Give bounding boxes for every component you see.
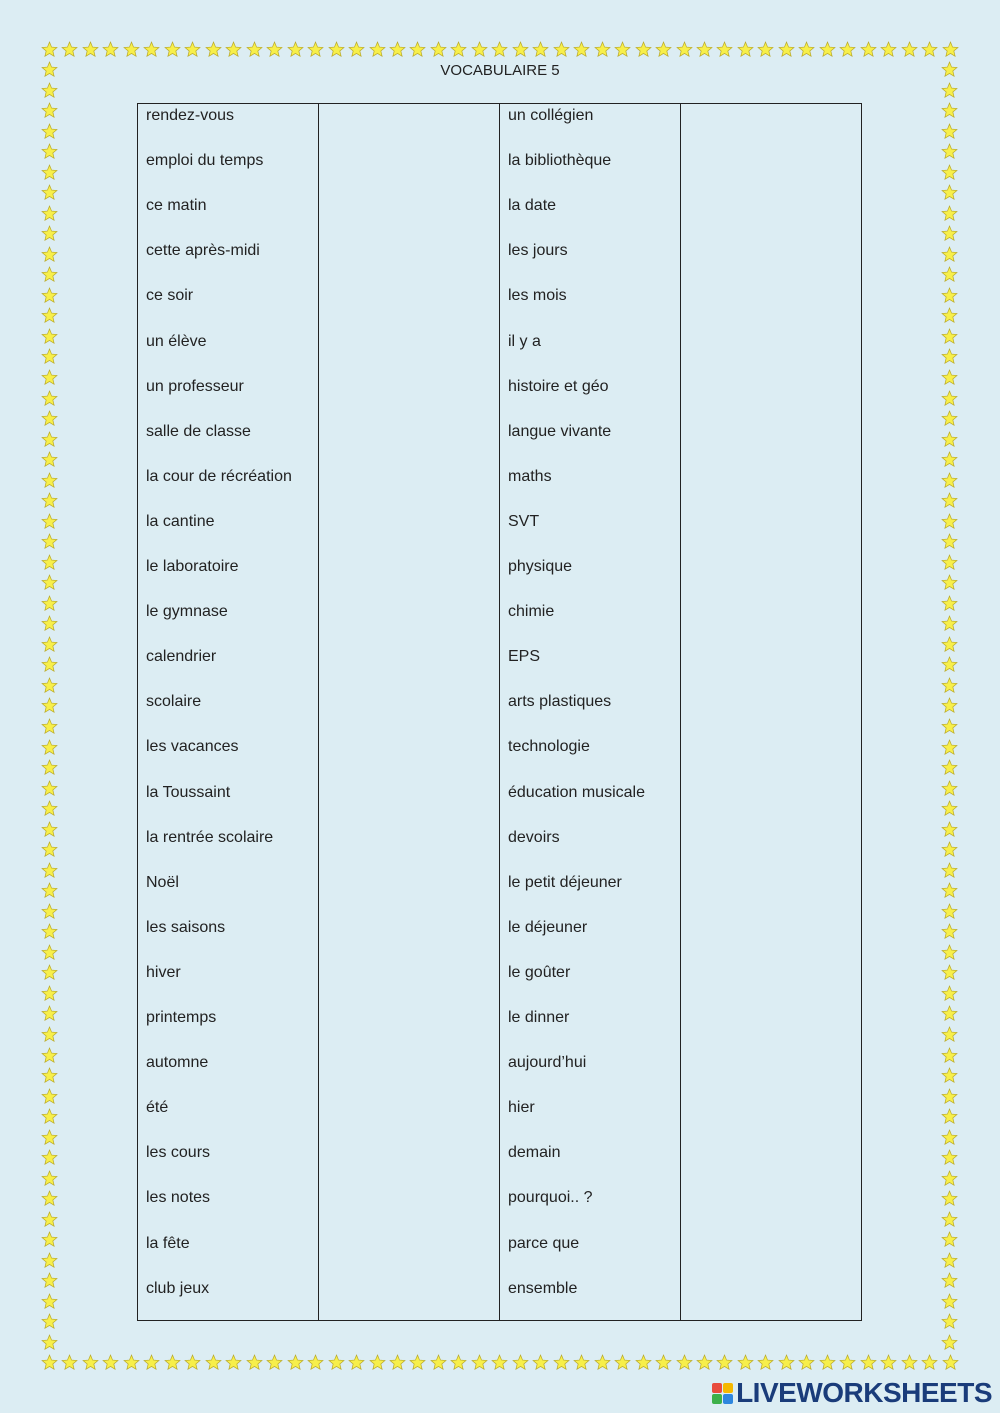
vocab-word: langue vivante <box>508 422 612 440</box>
vocab-word: le laboratoire <box>146 558 239 575</box>
vocab-word: technologie <box>508 738 590 756</box>
star-icon <box>41 821 58 838</box>
star-icon <box>716 41 733 58</box>
vocab-word: club jeux <box>146 1279 210 1297</box>
star-icon <box>941 1005 958 1022</box>
star-icon <box>941 82 958 99</box>
star-icon <box>41 1231 58 1248</box>
star-icon <box>941 390 958 407</box>
star-icon <box>41 862 58 879</box>
liveworksheets-logo-icon <box>712 1383 733 1404</box>
vocab-word: les cours <box>146 1144 211 1162</box>
star-icon <box>635 41 652 58</box>
vocab-word: hiver <box>146 963 181 981</box>
star-icon <box>941 862 958 879</box>
star-icon <box>205 41 222 58</box>
star-icon <box>941 205 958 222</box>
page-title: VOCABULAIRE 5 <box>440 62 560 79</box>
star-icon <box>41 595 58 612</box>
vocab-word: chimie <box>508 603 555 621</box>
star-icon <box>430 1354 447 1371</box>
star-icon <box>41 266 58 283</box>
star-icon <box>41 656 58 673</box>
star-icon <box>41 1108 58 1125</box>
vocab-word: été <box>146 1099 169 1117</box>
logo-text: LIVEWORKSHEETS <box>736 1377 992 1408</box>
star-icon <box>123 1354 140 1371</box>
star-icon <box>389 1354 406 1371</box>
vocab-word: la cour de récréation <box>146 467 292 485</box>
star-icon <box>839 41 856 58</box>
star-icon <box>41 492 58 509</box>
star-icon <box>941 718 958 735</box>
star-icon <box>880 41 897 58</box>
star-icon <box>41 1211 58 1228</box>
star-icon <box>941 287 958 304</box>
star-icon <box>82 1354 99 1371</box>
star-icon <box>941 985 958 1002</box>
star-icon <box>941 1108 958 1125</box>
star-icon <box>512 41 529 58</box>
star-icon <box>41 574 58 591</box>
star-icon <box>61 41 78 58</box>
star-icon <box>287 1354 304 1371</box>
star-icon <box>941 923 958 940</box>
star-icon <box>941 1231 958 1248</box>
vocab-word: un élève <box>146 332 207 350</box>
star-icon <box>941 964 958 981</box>
star-icon <box>941 800 958 817</box>
star-icon <box>287 41 304 58</box>
star-icon <box>41 1026 58 1043</box>
star-icon <box>941 903 958 920</box>
star-icon <box>942 1354 959 1371</box>
star-icon <box>635 1354 652 1371</box>
star-icon <box>941 143 958 160</box>
star-icon <box>737 1354 754 1371</box>
star-icon <box>778 41 795 58</box>
star-icon <box>757 1354 774 1371</box>
star-icon <box>82 41 99 58</box>
star-icon <box>941 1088 958 1105</box>
star-icon <box>328 41 345 58</box>
star-icon <box>41 1354 58 1371</box>
star-icon <box>41 287 58 304</box>
star-icon <box>594 41 611 58</box>
star-icon <box>41 472 58 489</box>
star-icon <box>41 1334 58 1351</box>
vocab-word: devoirs <box>508 828 560 846</box>
vocab-word: parce que <box>508 1234 580 1252</box>
vocab-word: un collégien <box>508 107 594 124</box>
star-icon <box>266 1354 283 1371</box>
star-icon <box>512 1354 529 1371</box>
vocab-word: le gymnase <box>146 603 228 621</box>
vocab-column-left <box>138 104 319 1320</box>
vocab-word: les notes <box>146 1189 211 1207</box>
star-icon <box>41 348 58 365</box>
star-icon <box>655 1354 672 1371</box>
star-icon <box>369 41 386 58</box>
star-icon <box>450 1354 467 1371</box>
star-icon <box>41 1313 58 1330</box>
star-icon <box>123 41 140 58</box>
star-icon <box>941 759 958 776</box>
star-icon <box>757 41 774 58</box>
star-icon <box>941 164 958 181</box>
vocab-word: les jours <box>508 242 568 260</box>
star-icon <box>41 205 58 222</box>
star-icon <box>941 656 958 673</box>
star-icon <box>41 533 58 550</box>
star-icon <box>941 348 958 365</box>
star-icon <box>41 780 58 797</box>
star-icon <box>41 985 58 1002</box>
liveworksheets-logo <box>712 1378 992 1408</box>
star-icon <box>409 41 426 58</box>
star-icon <box>41 1272 58 1289</box>
star-icon <box>225 1354 242 1371</box>
star-icon <box>205 1354 222 1371</box>
star-icon <box>942 41 959 58</box>
star-icon <box>41 123 58 140</box>
vocab-word: ensemble <box>508 1279 578 1297</box>
star-icon <box>901 41 918 58</box>
vocab-word: histoire et géo <box>508 377 609 395</box>
star-icon <box>941 513 958 530</box>
star-icon <box>41 184 58 201</box>
star-icon <box>41 328 58 345</box>
vocab-word: emploi du temps <box>146 152 264 170</box>
star-icon <box>941 246 958 263</box>
vocab-word: physique <box>508 558 573 575</box>
star-icon <box>676 41 693 58</box>
star-icon <box>737 41 754 58</box>
vocab-word: EPS <box>508 648 541 666</box>
star-icon <box>41 718 58 735</box>
star-icon <box>491 1354 508 1371</box>
star-icon <box>941 472 958 489</box>
star-icon <box>41 759 58 776</box>
star-icon <box>573 1354 590 1371</box>
star-icon <box>41 1067 58 1084</box>
star-icon <box>941 1313 958 1330</box>
star-icon <box>41 1293 58 1310</box>
star-icon <box>143 41 160 58</box>
star-icon <box>41 307 58 324</box>
star-icon <box>941 533 958 550</box>
vocab-word: aujourd’hui <box>508 1054 587 1072</box>
star-icon <box>941 102 958 119</box>
star-icon <box>41 1252 58 1269</box>
star-icon <box>41 903 58 920</box>
star-icon <box>696 1354 713 1371</box>
vocab-word: les vacances <box>146 738 239 756</box>
vocab-word: la rentrée scolaire <box>146 828 274 846</box>
star-icon <box>941 1129 958 1146</box>
vocab-word: la Toussaint <box>146 783 231 801</box>
star-icon <box>941 1190 958 1207</box>
star-icon <box>41 1047 58 1064</box>
vocab-word: rendez-vous <box>146 107 235 124</box>
star-icon <box>696 41 713 58</box>
star-icon <box>41 410 58 427</box>
vocab-word: SVT <box>508 512 540 530</box>
star-icon <box>941 431 958 448</box>
star-icon <box>860 1354 877 1371</box>
star-icon <box>941 1334 958 1351</box>
star-icon <box>921 41 938 58</box>
star-icon <box>901 1354 918 1371</box>
star-icon <box>41 82 58 99</box>
star-icon <box>491 41 508 58</box>
star-icon <box>798 1354 815 1371</box>
star-icon <box>184 1354 201 1371</box>
star-icon <box>41 615 58 632</box>
vocab-word: arts plastiques <box>508 693 612 711</box>
vocab-word: les mois <box>508 287 567 305</box>
star-icon <box>389 41 406 58</box>
star-icon <box>941 1293 958 1310</box>
star-icon <box>553 41 570 58</box>
star-icon <box>41 1190 58 1207</box>
star-icon <box>41 1149 58 1166</box>
star-border-left <box>41 61 58 1351</box>
star-icon <box>41 390 58 407</box>
vocab-column-right <box>500 104 681 1320</box>
star-icon <box>450 41 467 58</box>
star-icon <box>41 1170 58 1187</box>
star-icon <box>941 1211 958 1228</box>
star-icon <box>778 1354 795 1371</box>
vocab-word: la bibliothèque <box>508 152 612 170</box>
star-icon <box>941 677 958 694</box>
star-icon <box>941 307 958 324</box>
vocab-word: maths <box>508 467 552 485</box>
star-border-right <box>941 61 958 1351</box>
vocab-word: ce matin <box>146 197 207 215</box>
star-icon <box>941 184 958 201</box>
star-icon <box>225 41 242 58</box>
star-icon <box>143 1354 160 1371</box>
star-icon <box>819 41 836 58</box>
star-icon <box>164 41 181 58</box>
star-icon <box>184 41 201 58</box>
vocab-word: printemps <box>146 1009 217 1026</box>
star-icon <box>941 1170 958 1187</box>
star-icon <box>941 1252 958 1269</box>
star-icon <box>164 1354 181 1371</box>
star-icon <box>532 41 549 58</box>
star-icon <box>41 964 58 981</box>
star-icon <box>41 451 58 468</box>
star-icon <box>41 1129 58 1146</box>
star-icon <box>716 1354 733 1371</box>
star-icon <box>941 328 958 345</box>
star-icon <box>246 41 263 58</box>
star-icon <box>941 944 958 961</box>
star-icon <box>41 225 58 242</box>
vocab-word: cette après-midi <box>146 242 260 260</box>
star-icon <box>860 41 877 58</box>
star-icon <box>307 41 324 58</box>
answer-column-left[interactable] <box>319 104 500 1320</box>
vocab-word: automne <box>146 1054 209 1072</box>
star-icon <box>41 513 58 530</box>
star-icon <box>941 1026 958 1043</box>
star-icon <box>573 41 590 58</box>
star-icon <box>41 636 58 653</box>
vocab-word: la date <box>508 197 557 215</box>
star-border-top <box>41 41 959 58</box>
star-icon <box>594 1354 611 1371</box>
vocab-word: ce soir <box>146 287 194 305</box>
star-icon <box>41 800 58 817</box>
star-icon <box>41 164 58 181</box>
star-icon <box>41 739 58 756</box>
star-icon <box>941 1047 958 1064</box>
star-icon <box>41 923 58 940</box>
star-icon <box>41 1088 58 1105</box>
star-icon <box>471 41 488 58</box>
star-icon <box>941 1067 958 1084</box>
star-icon <box>941 492 958 509</box>
star-icon <box>941 697 958 714</box>
star-icon <box>941 410 958 427</box>
star-icon <box>409 1354 426 1371</box>
vocab-word: un professeur <box>146 377 244 395</box>
star-icon <box>941 615 958 632</box>
star-icon <box>676 1354 693 1371</box>
star-icon <box>614 41 631 58</box>
star-icon <box>941 595 958 612</box>
vocab-word: éducation musicale <box>508 783 645 801</box>
vocabulary-table <box>137 103 862 1321</box>
star-icon <box>102 1354 119 1371</box>
star-icon <box>941 266 958 283</box>
star-icon <box>941 369 958 386</box>
vocab-word: le dinner <box>508 1009 570 1026</box>
star-icon <box>41 554 58 571</box>
vocab-word: il y a <box>508 332 541 350</box>
star-icon <box>41 369 58 386</box>
star-icon <box>41 697 58 714</box>
star-icon <box>614 1354 631 1371</box>
star-icon <box>941 882 958 899</box>
answer-column-right[interactable] <box>681 104 863 1320</box>
star-icon <box>880 1354 897 1371</box>
star-icon <box>41 1005 58 1022</box>
star-icon <box>369 1354 386 1371</box>
star-icon <box>941 780 958 797</box>
star-icon <box>41 143 58 160</box>
star-icon <box>41 841 58 858</box>
vocab-word: pourquoi.. ? <box>508 1189 593 1207</box>
star-icon <box>41 102 58 119</box>
star-icon <box>941 225 958 242</box>
star-icon <box>266 41 283 58</box>
star-icon <box>41 944 58 961</box>
star-icon <box>941 1272 958 1289</box>
vocab-word: hier <box>508 1099 535 1117</box>
star-icon <box>839 1354 856 1371</box>
star-icon <box>41 431 58 448</box>
vocab-word: les saisons <box>146 918 226 936</box>
star-icon <box>430 41 447 58</box>
vocab-word: demain <box>508 1144 561 1162</box>
star-icon <box>471 1354 488 1371</box>
vocab-word: Noël <box>146 873 179 891</box>
star-icon <box>798 41 815 58</box>
star-icon <box>102 41 119 58</box>
star-icon <box>532 1354 549 1371</box>
star-icon <box>553 1354 570 1371</box>
star-icon <box>941 739 958 756</box>
star-icon <box>941 451 958 468</box>
star-icon <box>941 636 958 653</box>
star-icon <box>328 1354 345 1371</box>
star-icon <box>941 574 958 591</box>
vocab-word: la fête <box>146 1234 190 1252</box>
star-icon <box>348 41 365 58</box>
star-icon <box>941 841 958 858</box>
star-border-bottom <box>41 1354 959 1371</box>
vocab-word: salle de classe <box>146 422 251 440</box>
star-icon <box>41 882 58 899</box>
star-icon <box>921 1354 938 1371</box>
star-icon <box>307 1354 324 1371</box>
star-icon <box>41 246 58 263</box>
star-icon <box>655 41 672 58</box>
star-icon <box>941 821 958 838</box>
star-icon <box>941 123 958 140</box>
vocab-word: calendrier <box>146 648 217 666</box>
star-icon <box>41 677 58 694</box>
vocab-word: le petit déjeuner <box>508 873 622 891</box>
star-icon <box>348 1354 365 1371</box>
vocab-word: scolaire <box>146 693 202 711</box>
vocab-word: le déjeuner <box>508 918 588 936</box>
star-icon <box>819 1354 836 1371</box>
vocab-word: le goûter <box>508 963 571 981</box>
star-icon <box>941 554 958 571</box>
star-icon <box>41 41 58 58</box>
star-icon <box>61 1354 78 1371</box>
star-icon <box>246 1354 263 1371</box>
vocab-word: la cantine <box>146 512 215 530</box>
star-icon <box>941 1149 958 1166</box>
